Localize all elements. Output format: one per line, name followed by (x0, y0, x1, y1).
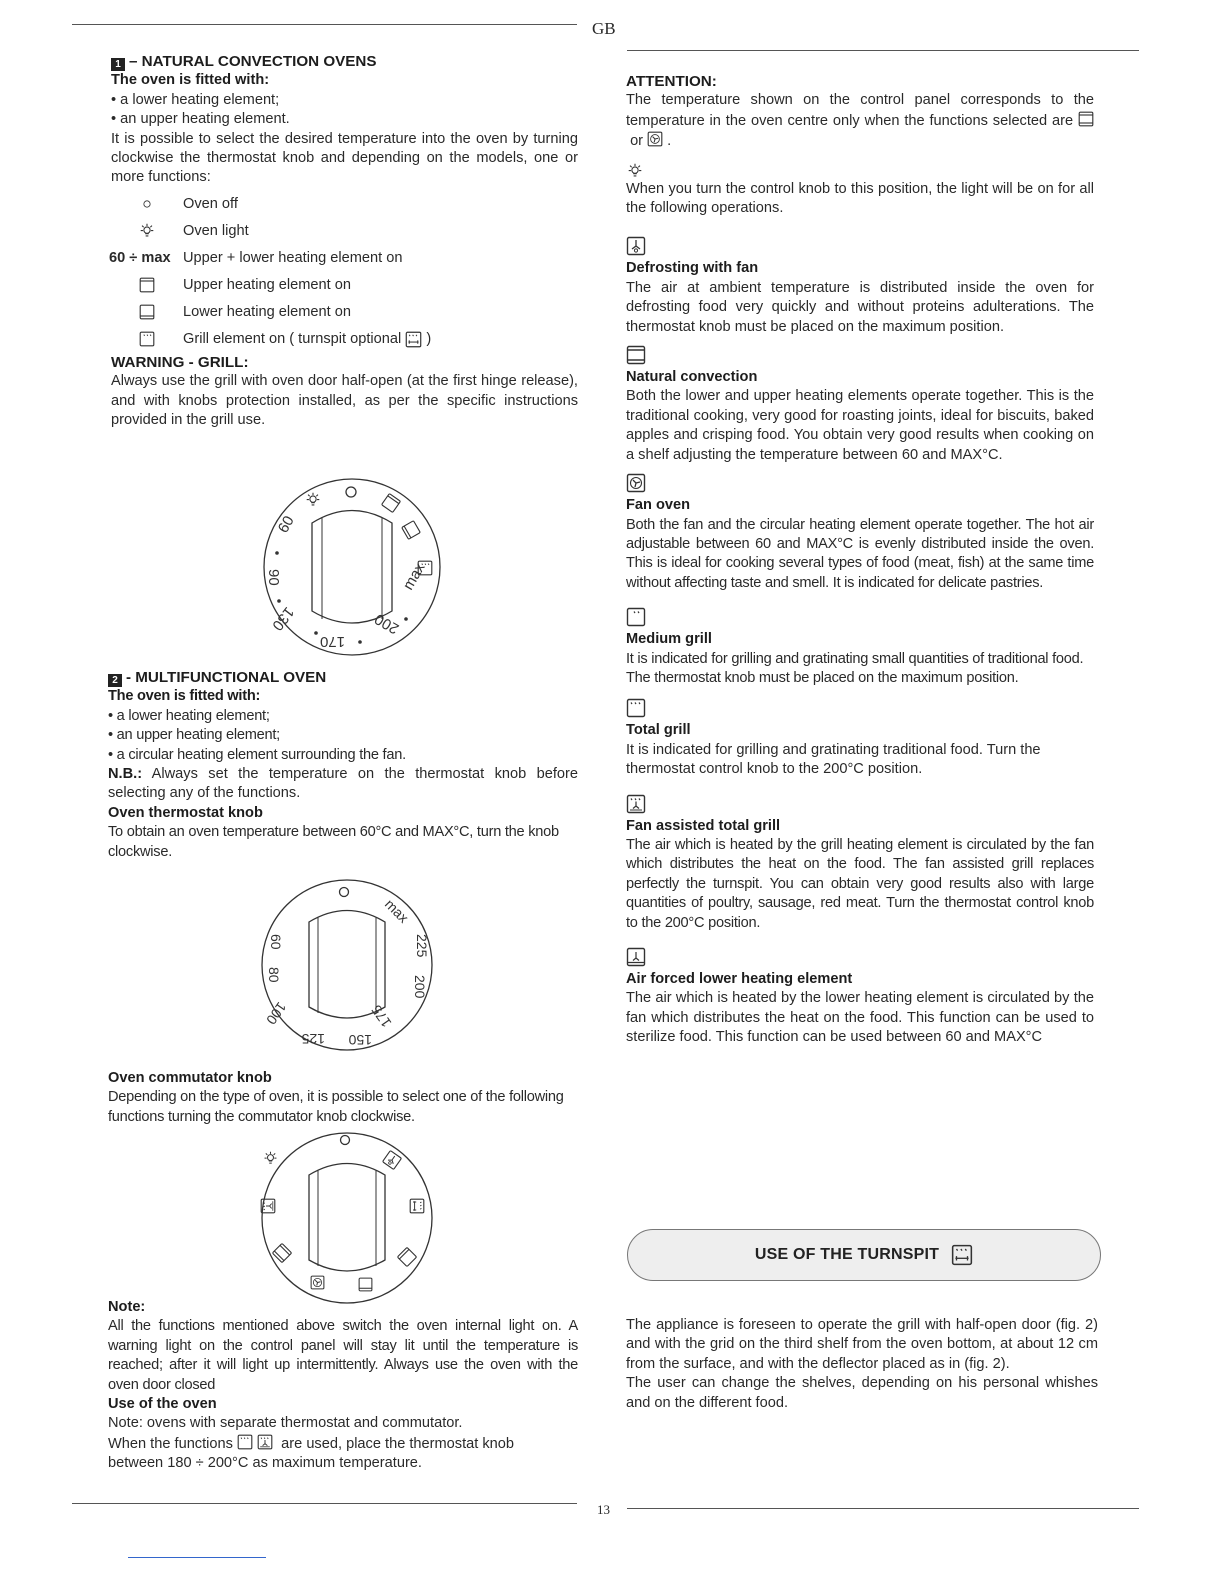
lower-mark-icon (402, 521, 421, 540)
s1-item-2: • an upper heating element. (111, 111, 290, 128)
fn-60-max (109, 245, 578, 272)
fan-total-grill-icon (626, 794, 646, 814)
note-title: Note: (108, 1299, 146, 1315)
fn-60-max-label: Upper + lower heating element on (183, 249, 403, 266)
nb-label: N.B.: (108, 766, 143, 783)
page-number: 13 (597, 1502, 610, 1517)
commutator-natural-icon (272, 1243, 291, 1262)
warning-grill-text: Always use the grill with oven door half-open (at the first hinge release), and with knobs protection installed, as per the specific instructions provided in the grill use. (111, 373, 578, 429)
fn-grill (111, 326, 578, 353)
fn-lower-label: Lower heating element on (183, 303, 351, 320)
grill-icon (139, 331, 155, 347)
use-line-2b: are used, place the thermostat knob (281, 1435, 515, 1452)
fn-oven-light (111, 218, 578, 245)
knob1-label-60: 60 (274, 513, 298, 536)
knob1-label-170: 170 (319, 633, 345, 650)
attention-text (626, 91, 1094, 151)
commutator-fan-icon (311, 1276, 324, 1289)
knob2-label-200: 200 (412, 975, 428, 999)
turnspit-paragraph-1: The appliance is foreseen to operate the grill with half-open door (fig. 2) and with the grid on the third shelf from the oven bottom, at about 12 cm from the surface, and with the deflector placed as in (fig. 2). (626, 1317, 1098, 1372)
use-line-3: between 180 ÷ 200°C as maximum temperature. (108, 1455, 422, 1472)
function-fan-total-grill (626, 794, 1094, 933)
use-line-2 (108, 1434, 578, 1454)
medium-grill-icon (626, 607, 646, 627)
fn-grill-close: ) (426, 330, 432, 347)
natural-convection-text: Both the lower and upper heating elements operate together. This is the traditional cooking, very good for roasting joints, ideal for biscuits, baked apples and crisping food. You obtain very good results when cooking on a shelf adjusting the temperature between 60 and MAX°C. (626, 388, 1094, 463)
commutator-fangrill-icon (410, 1199, 424, 1213)
section-1-heading (111, 52, 578, 71)
fan-oven-icon (647, 131, 663, 147)
attention-title: ATTENTION: (626, 73, 717, 90)
use-line-2a: When the functions (108, 1435, 233, 1452)
oven-light-icon (626, 162, 644, 180)
right-column (626, 72, 1094, 1048)
total-grill-text: It is indicated for grilling and gratinating traditional food. Turn the thermostat control knob to the 200°C position. (626, 741, 1041, 778)
function-fan-oven (626, 473, 1094, 593)
defrost-title: Defrosting with fan (626, 260, 759, 277)
turnspit-banner-title: USE OF THE TURNSPIT (754, 1246, 940, 1264)
header-language: GB (592, 19, 616, 38)
fn-upper (111, 272, 578, 299)
knob2-label-100: 100 (263, 999, 290, 1028)
header-rule-right (627, 50, 1139, 51)
section-2-heading (108, 668, 578, 687)
thermostat-text: To obtain an oven temperature between 60°C and MAX°C, turn the knob clockwise. (108, 824, 559, 860)
function-medium-grill (626, 607, 1094, 688)
use-of-oven-title: Use of the oven (108, 1396, 217, 1413)
function-natural-convection (626, 345, 1094, 465)
thermostat-knob-natural (257, 473, 447, 663)
section-1-title: – NATURAL CONVECTION OVENS (129, 53, 377, 70)
fn-oven-off (111, 191, 578, 218)
light-text: When you turn the control knob to this position, the light will be on for all the following operations. (626, 180, 1094, 217)
air-forced-lower-title: Air forced lower heating element (626, 971, 853, 987)
s2-item-1: • a lower heating element; (108, 707, 270, 724)
note-section (108, 1298, 578, 1474)
total-grill-title: Total grill (626, 722, 691, 739)
upper-element-icon (139, 277, 155, 293)
thermostat-title: Oven thermostat knob (108, 804, 263, 821)
turnspit-text (626, 1316, 1098, 1413)
use-line-1: Note: ovens with separate thermostat and commutator. (108, 1415, 463, 1432)
light-mark-icon (307, 493, 320, 505)
knob2-label-175: 175 (367, 1002, 395, 1031)
commutator-defrost-icon (383, 1151, 402, 1170)
s2-nb (108, 765, 578, 804)
section-2-number: 2 (108, 674, 122, 687)
commutator-text: Depending on the type of oven, it is possible to select one of the following functions turning the commutator knob clockwise. (108, 1089, 564, 1125)
off-mark (340, 888, 349, 897)
fan-total-grill-title: Fan assisted total grill (626, 817, 781, 834)
lower-element-icon (139, 304, 155, 320)
function-defrost (626, 236, 1094, 337)
upper-mark-icon (382, 494, 401, 513)
grill-icon (237, 1434, 253, 1450)
header-rule-left (72, 24, 577, 25)
footer-rule-right (627, 1508, 1139, 1509)
off-mark (346, 487, 356, 497)
s1-item-1: • a lower heating element; (111, 91, 280, 108)
air-forced-lower-text: The air which is heated by the lower heating element is circulated by the fan which distributes the heat on the food. This function can be used to sterilize food. This function can be used between 60 and MAX°C (626, 990, 1094, 1046)
turnspit-icon (951, 1244, 973, 1266)
natural-convection-icon (1078, 111, 1094, 127)
attention-text-a: The temperature shown on the control panel corresponds to the temperature in the oven centre only when the functions selected are (626, 92, 1094, 129)
medium-grill-text: It is indicated for grilling and gratinating small quantities of traditional food. The thermostat knob must be placed on the maximum position. (626, 650, 1084, 686)
s2-item-3: • a circular heating element surrounding the fan. (108, 746, 406, 763)
defrost-fan-icon (626, 236, 646, 256)
knob2-label-225: 225 (414, 934, 430, 958)
knob1-label-90: 90 (265, 569, 282, 586)
knob2-label-60: 60 (268, 934, 284, 950)
footer-rule-left (72, 1503, 577, 1504)
commutator-title: Oven commutator knob (108, 1070, 272, 1086)
fan-total-grill-text: The air which is heated by the grill heating element is circulated by the fan which distributes the heat on the food. The fan assisted grill replaces perfectly the turnspit. You can obtain very good results also with large quantities of poultry, sausage, red meat. Turn the thermostat control knob to the 200°C position. (626, 836, 1094, 931)
natural-convection-icon (626, 345, 646, 365)
commutator-light-icon (265, 1152, 277, 1163)
section-multifunctional (108, 668, 578, 862)
fan-oven-icon (626, 473, 646, 493)
fn-oven-off-label: Oven off (183, 195, 238, 212)
knob2-label-max: max (381, 895, 412, 926)
fn-grill-label: Grill element on ( turnspit optional (183, 330, 402, 347)
note-text: All the functions mentioned above switch the oven internal light on. A warning light on the control panel will stay lit until the temperature is reached; after it will light up intermittently. Always use the oven with the oven door closed (108, 1318, 578, 1393)
s1-fitted-label: The oven is fitted with: (111, 72, 270, 89)
attention-end: . (667, 133, 672, 150)
natural-convection-title: Natural convection (626, 369, 758, 386)
fan-oven-title: Fan oven (626, 497, 691, 514)
knob1-label-130: 130 (268, 603, 298, 634)
fn-oven-light-label: Oven light (183, 222, 249, 239)
section-natural-convection (111, 52, 578, 430)
function-list (111, 191, 578, 353)
commutator-section (108, 1069, 578, 1127)
medium-grill-title: Medium grill (626, 631, 712, 648)
turnspit-paragraph-2: The user can change the shelves, depending on his personal whishes and on the different food. (626, 1375, 1098, 1411)
s1-paragraph: It is possible to select the desired temperature into the oven by turning clockwise the thermostat knob and depending on the models, one or more functions: (111, 130, 578, 186)
bottom-link-underline (128, 1557, 266, 1558)
nb-text: Always set the temperature on the thermostat knob before selecting any of the functions. (108, 766, 578, 802)
knob1-label-max: max (399, 559, 429, 593)
turnspit-banner (627, 1229, 1101, 1281)
fan-grill-icon (257, 1434, 273, 1450)
fn-60-max-symbol: 60 ÷ max (109, 249, 171, 266)
defrost-text: The air at ambient temperature is distributed inside the oven for defrosting food very quickly and without proteins adulterations. The thermostat knob must be placed on the maximum position. (626, 279, 1094, 335)
thermostat-knob-multifunction (252, 877, 442, 1057)
total-grill-icon (626, 698, 646, 718)
s2-item-2: • an upper heating element; (108, 727, 280, 744)
turnspit-icon (405, 331, 422, 348)
section-1-number: 1 (111, 58, 125, 71)
warning-grill-title: WARNING - GRILL: (111, 353, 249, 371)
air-forced-lower-icon (626, 947, 646, 967)
fan-oven-text: Both the fan and the circular heating element operate together. The hot air adjustable between 60 and MAX°C is evenly distributed inside the oven. This is ideal for cooking several types of food (meat, fish) at the same time without affecting taste and smell. It is indicated for delicate pastries. (626, 516, 1094, 591)
knob-grip (312, 511, 392, 624)
function-total-grill (626, 698, 1094, 779)
circle-icon (140, 197, 154, 211)
knob1-label-200: 200 (371, 610, 402, 638)
light-icon (138, 222, 156, 240)
function-air-forced-lower (626, 947, 1094, 1048)
s2-fitted-label: The oven is fitted with: (108, 688, 261, 705)
commutator-lower-icon (359, 1278, 372, 1291)
knob2-label-80: 80 (266, 967, 282, 983)
commutator-upper-icon (397, 1247, 416, 1266)
attention-or: or (630, 133, 644, 150)
fn-lower (111, 299, 578, 326)
fn-upper-label: Upper heating element on (183, 276, 351, 293)
section-2-title: - MULTIFUNCTIONAL OVEN (126, 669, 327, 686)
commutator-knob (252, 1128, 442, 1308)
knob2-label-150: 150 (348, 1032, 372, 1048)
off-mark (341, 1136, 350, 1145)
knob2-label-125: 125 (301, 1031, 325, 1047)
